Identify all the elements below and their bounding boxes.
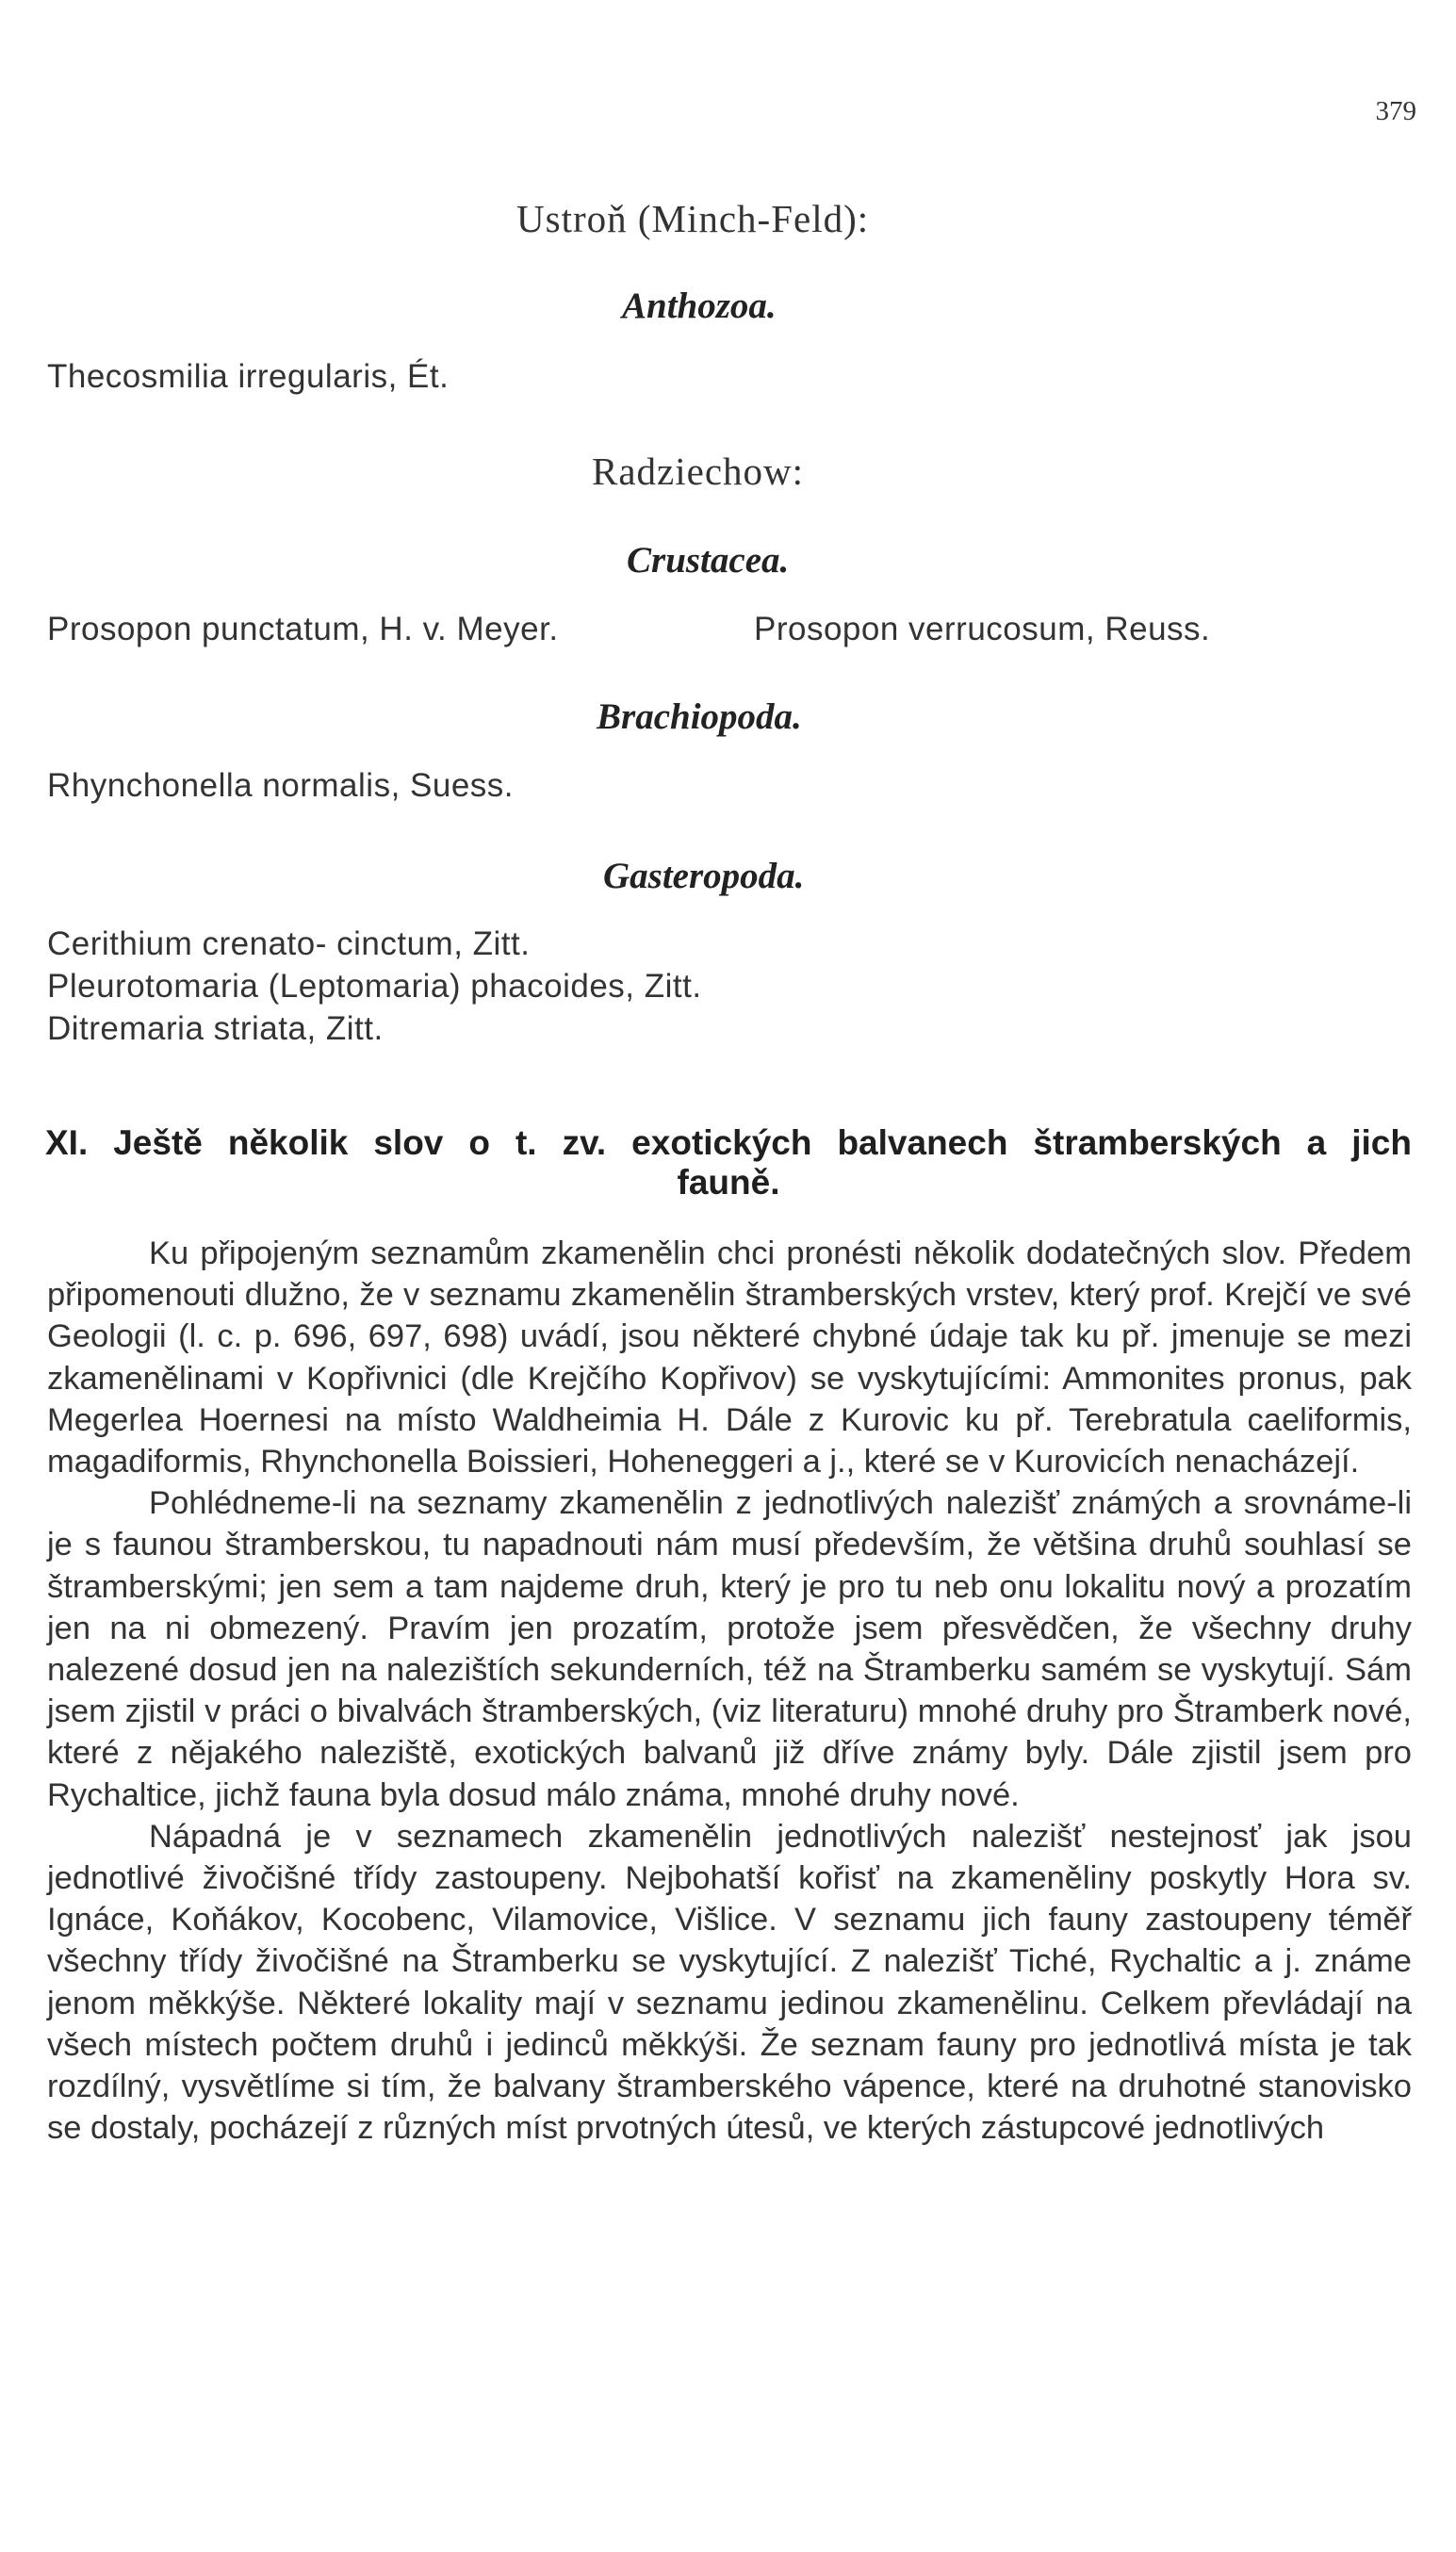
- group-heading-anthozoa: Anthozoa.: [622, 286, 777, 326]
- species-entry: Rhynchonella normalis, Suess.: [47, 767, 515, 804]
- species-entry: Pleurotomaria (Leptomaria) phacoides, Zitt.: [47, 968, 702, 1005]
- paragraph: Ku připojeným seznamům zkamenělin chci pronésti několik dodatečných slov. Předem připomenouti dlužno, že v seznamu zkamenělin štramberských vrstev, který prof. Krejčí ve své Geologii (l. c. p. 696, 697, 698) uvádí, jsou některé chybné údaje tak ku př. jmenuje se mezi zkamenělinami v Kopřivnici (dle Krejčího Kopřivov) se vyskytujícími: Ammonites pronus, pak Megerlea Hoernesi na místo Waldheimia H. Dále z Kurovic ku př. Terebratula caeliformis, magadiformis, Rhynchonella Boissieri, Hoheneggeri a j., které se v Kurovicích nenacházejí.: [47, 1235, 1412, 1480]
- locality-heading-ustron: Ustroň (Minch-Feld):: [516, 197, 870, 240]
- chapter-heading-line1: XI. Ještě několik slov o t. zv. exotických balvanech štramberských a jich: [45, 1123, 1412, 1162]
- paragraph: Pohlédneme-li na seznamy zkamenělin z jednotlivých nalezišť známých a srovnáme-li je s faunou štramberskou, tu napadnouti nám musí především, že většina druhů souhlasí se štramberskými; jen sem a tam najdeme druh, který je pro tu neb onu lokalitu nový a prozatím jen na ni obmezený. Pravím jen prozatím, protože jsem přesvědčen, že všechny druhy nalezené dosud jen na nalezištích sekunderních, též na Štramberku samém se vyskytují. Sám jsem zjistil v práci o bivalvách štramberských, (viz literaturu) mnohé druhy pro Štramberk nové, které z nějakého naleziště, exotických balvanů již dříve známy byly. Dále zjistil jsem pro Rychaltice, jichž fauna byla dosud málo známa, mnohé druhy nové.: [47, 1485, 1412, 1813]
- species-entry: Cerithium crenato- cinctum, Zitt.: [47, 925, 531, 962]
- chapter-heading: [45, 1123, 1412, 1202]
- group-heading-gasteropoda: Gasteropoda.: [603, 856, 805, 896]
- chapter-body: [47, 1233, 1412, 2149]
- species-entry: Prosopon punctatum, H. v. Meyer.: [47, 611, 559, 647]
- group-heading-crustacea: Crustacea.: [627, 540, 790, 581]
- species-entry: Prosopon verrucosum, Reuss.: [754, 611, 1211, 647]
- species-entry: Ditremaria striata, Zitt.: [47, 1010, 384, 1047]
- species-entry: Thecosmilia irregularis, Ét.: [47, 358, 450, 395]
- locality-heading-radziechow: Radziechow:: [592, 450, 805, 493]
- group-heading-brachiopoda: Brachiopoda.: [597, 696, 802, 737]
- paragraph: Nápadná je v seznamech zkamenělin jednotlivých nalezišť nestejnosť jak jsou jednotlivé živočišné třídy zastoupeny. Nejbohatší kořisť na zkameněliny poskytly Hora sv. Ignáce, Koňákov, Kocobenc, Vilamovice, Višlice. V seznamu jich fauny zastoupeny téměř všechny třídy živočišné na Štramberku se vyskytující. Z nalezišť Tiché, Rychaltic a j. známe jenom měkkýše. Některé lokality mají v seznamu jedinou zkamenělinu. Celkem převládají na všech místech počtem druhů i jedinců měkkýši. Že seznam fauny pro jednotlivá místa je tak rozdílný, vysvětlíme si tím, že balvany štramberského vápence, které na druhotné stanovisko se dostaly, pocházejí z různých míst prvotných útesů, ve kterých zástupcové jednotlivých: [47, 1818, 1412, 2147]
- page-number: 379: [1375, 96, 1416, 126]
- chapter-heading-line2: fauně.: [677, 1163, 780, 1202]
